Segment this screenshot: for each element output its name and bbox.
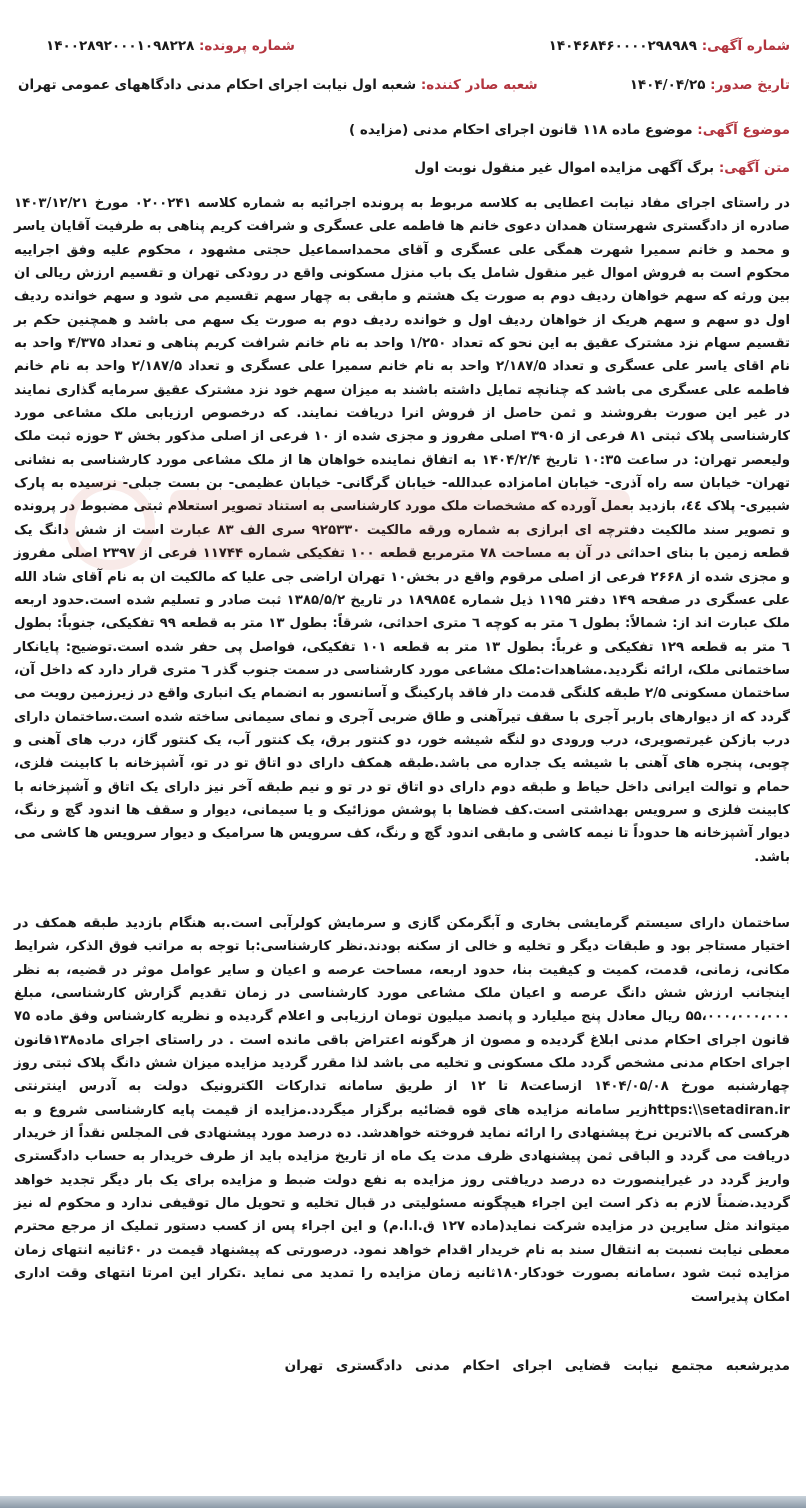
issuing-branch xyxy=(18,77,538,93)
case-number-label: شماره پرونده: xyxy=(199,38,295,54)
issuing-branch-label: شعبه صادر کننده: xyxy=(420,77,538,93)
ad-number-label: شماره آگهی: xyxy=(701,38,790,54)
signature: مدیرشعبه مجتمع نیابت قضایی اجرای احکام مدنی دادگستری تهران xyxy=(284,1358,790,1374)
header-row-issue xyxy=(18,77,790,93)
ad-number xyxy=(549,38,790,54)
text-header-value: برگ آگهی مزایده اموال غیر منقول نوبت اول xyxy=(414,160,715,176)
subject-label: موضوع آگهی: xyxy=(697,122,790,138)
bottom-bar xyxy=(0,1496,806,1508)
text-header-label: متن آگهی: xyxy=(718,160,790,176)
subject-value: موضوع ماده ۱۱۸ قانون اجرای احکام مدنی (مزایده ) xyxy=(349,122,693,138)
subject-line xyxy=(18,122,790,138)
body-paragraph-1: در راستای اجرای مفاد نیابت اعطایی به کلاسه مربوط به پرونده اجرائیه به شماره کلاسه ۰۲۰۰۲۴۱ مورخ ۱۴۰۳/۱۲/۲۱ صادره از دادگستری شهرستان همدان دعوی خانم ها فاطمه علی عسگری و شرافت کریم پناهی به طرفیت آقایان یاسر و محمد و خانم سمیرا شهرت همگی علی عسگری و آقای محمداسماعیل حجتی مشهود ، محکوم علیه وفق اجراییه محکوم است به فروش اموال غیر منقول شامل یک باب منزل مسکونی واقع در رودکی تهران و تقسیم ارزش ریالی ان بین ورثه که سهم خواهان ردیف دوم به صورت یک هشتم و مابقی به چهار سهم تقسیم می شود و سهم خوانده ردیف اول دو سهم و سهم هریک از خواهان ردیف اول و خوانده ردیف دوم به صورت یک سهم می باشد و همچنین حکم بر تقسیم سهام نزد مشترک عقیق به این نحو که تعداد ۱/۲۵۰ واحد به نام خانم شرافت کریم پناهی و تعداد ۴/۳۷۵ واحد به نام اقای یاسر علی عسگری و تعداد ۲/۱۸۷/۵ واحد به نام خانم سمیرا علی عسگری و تعداد ۲/۱۸۷/۵ واحد به نام خانم فاطمه علی عسگری می باشد که چنانچه تمایل داشته باشند به میزان سهم خود نزد مشترک عقیق سرمایه گذاری نمایند در غیر این صورت بفروشند و ثمن حاصل از فروش انرا دریافت نمایند. که درخصوص ارزیابی ملک مشاعی مورد کارشناسی پلاک ثبتی ۸۱ فرعی از ۳۹۰۵ اصلی مفروز و مجزی شده از ۱۰ فرعی از اصلی مذکور بخش ۳ حوزه ثبت ملک ولیعصر تهران: در ساعت ۱۰:۳۵ تاریخ ۱۴۰۴/۲/۴ به اتفاق نماینده خواهان ها از ملک مشاعی مورد کارشناسی به نشانی تهران- خیابان سه راه آذری- خیابان امامزاده عبدالله- خیابان گرگانی- خیابان عظیمی- بن بست جبلی- نرسیده به پارک شبیری- پلاک ٤٤، بازدید بعمل آورده که مشخصات ملک مورد کارشناسی به استناد تصویر استعلام ثبتی مضبوط در پرونده و تصویر سند مالکیت دفترچه ای ابرازی به شماره ورقه مالکیت ۹۲۵۳۳۰ سری الف ۸۳ عبارت است از شش دانگ یک قطعه زمین با بنای احداثی در آن به مساحت ۷۸ مترمربع قطعه ۱۰۰ تفکیکی شماره ۱۱۷۴۴ فرعی از ۲۳۹۷ اصلی مفروز و مجزی شده از ۲۶۶۸ فرعی از اصلی مرقوم واقع در بخش۱۰ تهران اراضی جی علیا که مالکیت ان به نام آقای شاد الله علی عسگری در صفحه ۱۴۹ دفتر ۱۱۹۵ ذیل شماره ۱۸۹۸۵٤ در تاریخ ۱۳۸۵/۵/۲ ثبت صادر و تسلیم شده است.حدود اربعه ملک عبارت اند از: شمالاً: بطول ٦ متر به کوچه ٦ متری احداثی، شرقاً: بطول ۱۳ متر به قطعه ۹۹ تفکیکی، جنوباً: بطول ٦ متر به قطعه ۱۲۹ تفکیکی و غرباً: بطول ۱۳ متر به قطعه ۱۰۱ تفکیکی، فواصل پی حفر شده است.توضیح: پایانکار ساختمانی ملک، ارائه نگردید.مشاهدات:ملک مشاعی مورد کارشناسی در سمت جنوب گذر ٦ متری قرار دارد که داخل آن، ساختمان مسکونی ۲/۵ طبقه کلنگی قدمت دار فاقد پارکینگ و آسانسور به انضمام یک انباری واقع در زیرزمین رویت می گردد که از دیوارهای باربر آجری با سقف تیرآهنی و طاق ضربی آجری و نمای سیمانی ساخته شده است.ساختمان دارای درب بازکن غیرتصویری، درب ورودی دو لنگه شیشه خور، دو کنتور برق، یک کنتور آب، یک کنتور گاز، درب های آهنی و چوبی، پنجره های آهنی با شیشه یک جداره می باشد.طبقه همکف دارای دو اتاق تو در تو، آشپزخانه با کابینت فلزی، حمام و توالت ایرانی داخل حیاط و طبقه دوم دارای دو اتاق تو در تو و نیم طبقه آخر نیز دارای یک اتاق و آشپزخانه با کابینت فلزی و سرویس بهداشتی است.کف فضاها با پوشش موزائیک و یا سیمانی، دیوار و سقف ها اندود گچ و رنگ، دیوار آشپزخانه ها حدوداً تا نیمه کاشی و مابقی اندود گچ و رنگ، کف سرویس ها سرامیک و دیوار سرویس ها کاشی می باشد. xyxy=(14,196,791,865)
text-header-line xyxy=(18,160,790,176)
body-paragraph-2: ساختمان دارای سیستم گرمایشی بخاری و آبگرمکن گازی و سرمایش کولرآبی است.به هنگام بازدید طبقه همکف در اختیار مستاجر بود و طبقات دیگر و تخلیه و خالی از سکنه بودند.نظر کارشناسی:با توجه به مراتب فوق الذکر، شرایط مکانی، زمانی، قدمت، کمیت و کیفیت بنا، حدود اربعه، مساحت عرصه و اعیان و سایر عوامل موثر در قضیه، به نظر اینجانب ارزش شش دانگ عرصه و اعیان ملک مشاعی مورد کارشناسی در زمان تقدیم گزارش کارشناسی، مبلغ ۵۵،۰۰۰،۰۰۰،۰۰۰ ریال معادل پنج میلیارد و پانصد میلیون تومان ارزیابی و اعلام گردیده و نظریه کارشناس وفق ماده ۷۵ قانون اجرای احکام مدنی ابلاغ گردیده و مصون از هرگونه اعتراض باقی مانده است . در راستای اجرای ماده۱۳۸قانون اجرای احکام مدنی مشخص گردد ملک مسکونی و تخلیه می باشد لذا مقرر گردید مزایده میزان شش دانگ پلاک ثبتی روز چهارشنبه مورخ ۱۴۰۴/۰۵/۰۸ ازساعت۸ تا ۱۲ از طریق سامانه تدارکات الکترونیک دولت به آدرس اینترنتی https:\\setadiran.irزیر سامانه مزایده های قوه قضائیه برگزار میگردد.مزایده از قیمت پایه کارشناسی شروع و به هرکسی که بالاترین نرخ پیشنهادی را ارائه نماید فروخته خواهدشد. ده درصد مورد پیشنهادی فی المجلس نقداً از خریدار دریافت می گردد و الباقی ثمن پیشنهادی ظرف مدت یک ماه از تاریخ مزایده باید از طرف خریدار به حساب دادگستری واریز گردد در غیراینصورت ده درصد دریافتی روز مزایده به نفع دولت ضبط و مزایده برای یک بار دیگر تجدید خواهد گردید.ضمناً لازم به ذکر است این اجراء هیچگونه مسئولیتی در قبال تخلیه و تحویل مال توقیفی ندارد و محکوم له نیز میتواند مثل سایرین در مزایده شرکت نماید(ماده ۱۲۷ ق.ا.ا.م) و این اجراء پس از کسب دستور تملیک از مرجع محترم معطی نیابت نسبت به انتقال سند به نام خریدار اقدام خواهد نمود. درصورتی که پیشنهاد قیمت در ۶۰ثانیه انتهای زمان مزایده ثبت شود ،سامانه بصورت خودکار۱۸۰ثانیه زمان مزایده را تمدید می نماید .تکرار این امرتا انتهای وقت اداری امکان پذیراست xyxy=(14,916,791,1305)
issuing-branch-value: شعبه اول نیابت اجرای احکام مدنی دادگاههای عمومی تهران xyxy=(18,77,417,93)
issue-date-label: تاریخ صدور: xyxy=(710,77,790,93)
header-row-numbers xyxy=(18,38,790,54)
issue-date-value: ۱۴۰۴/۰۴/۲۵ xyxy=(629,77,706,93)
ad-number-value: ۱۴۰۴۶۸۴۶۰۰۰۰۲۹۸۹۸۹ xyxy=(548,38,697,54)
case-number-value: ۱۴۰۰۲۸۹۲۰۰۰۱۰۹۸۲۲۸ xyxy=(46,38,195,54)
case-number xyxy=(46,38,295,54)
issue-date xyxy=(630,77,790,93)
